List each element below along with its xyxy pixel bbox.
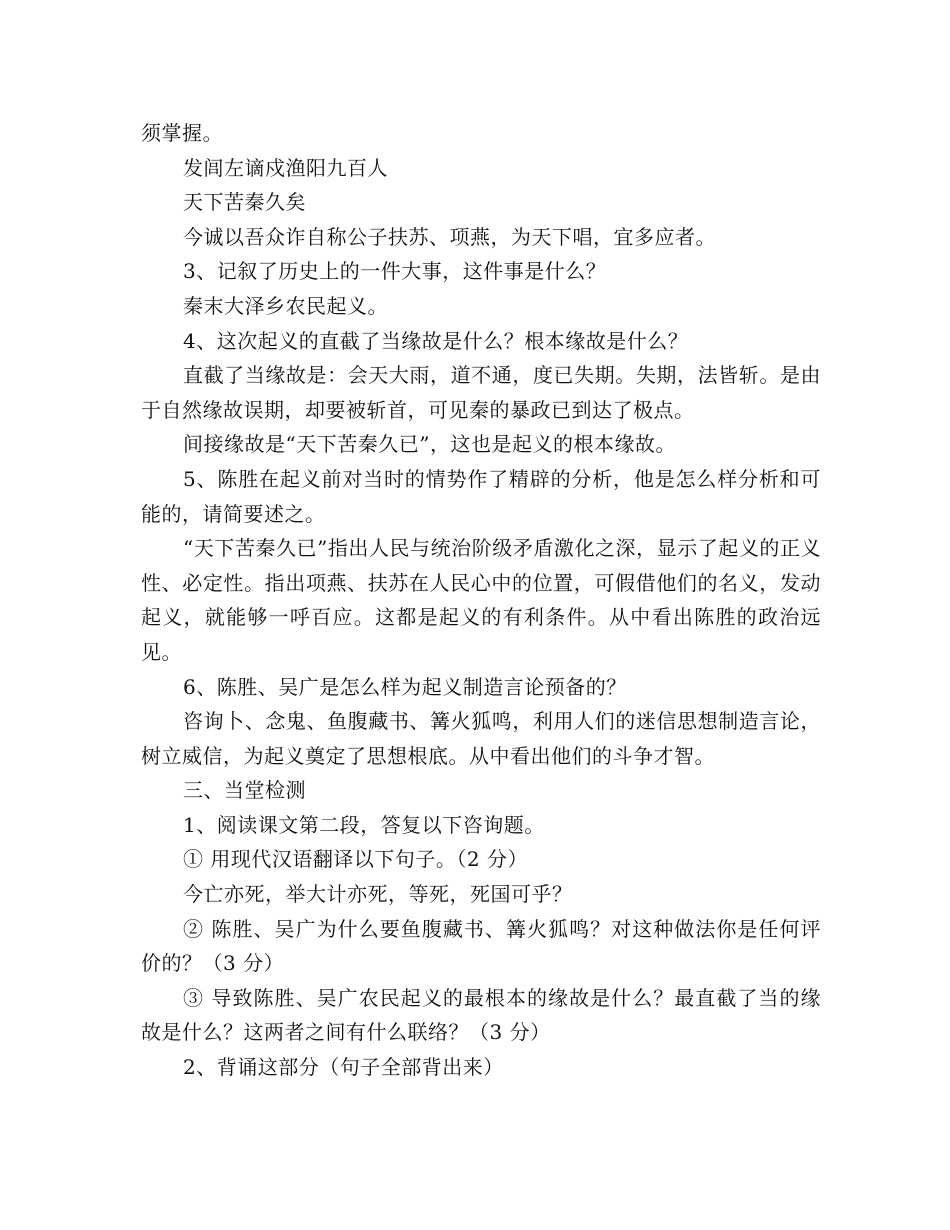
exercise-subitem: ③ 导致陈胜、吴广农民起义的最根本的缘故是什么？最直截了当的缘故是什么？这两者之间有什么联络？（3 分） — [141, 985, 821, 1045]
answer-paragraph: 秦末大泽乡农民起义。 — [183, 293, 388, 318]
paragraph: 天下苦秦久矣 — [183, 190, 306, 215]
document-body — [141, 116, 821, 1085]
paragraph: 今诚以吾众诈自称公子扶苏、项燕，为天下唱，宜多应者。 — [183, 224, 716, 249]
paragraph: 须掌握。 — [141, 121, 223, 145]
question-heading: 6、陈胜、吴广是怎么样为起义制造言论预备的？ — [183, 674, 627, 699]
question-heading: 3、记叙了历史上的一件大事，这件事是什么？ — [183, 259, 607, 284]
question-heading: 5、陈胜在起义前对当时的情势作了精辟的分析，他是怎么样分析和可能的，请简要述之。 — [141, 466, 821, 526]
exercise-item: 1、阅读课文第二段，答复以下咨询题。 — [183, 812, 545, 837]
question-heading: 4、这次起义的直截了当缘故是什么？根本缘故是什么？ — [183, 328, 689, 353]
paragraph: 发闾左谪戍渔阳九百人 — [183, 155, 388, 180]
exercise-subitem: ① 用现代汉语翻译以下句子。（2 分） — [183, 847, 528, 872]
exercise-subitem: ② 陈胜、吴广为什么要鱼腹藏书、篝火狐鸣？对这种做法你是任何评价的？（3 分） — [141, 916, 821, 976]
exercise-sentence: 今亡亦死，举大计亦死，等死，死国可乎？ — [183, 882, 573, 907]
section-heading: 三、当堂检测 — [183, 778, 306, 803]
answer-paragraph: 咨询卜、念鬼、鱼腹藏书、篝火狐鸣，利用人们的迷信思想制造言论，树立威信，为起义奠定了思想根底。从中看出他们的斗争才智。 — [141, 709, 821, 768]
answer-paragraph: “天下苦秦久已”指出人民与统治阶级矛盾激化之深，显示了起义的正义性、必定性。指出项燕、扶苏在人民心中的位置，可假借他们的名义，发动起义，就能够一呼百应。这都是起义的有利条件。从中看出陈胜的政治远见。 — [141, 536, 821, 664]
exercise-item: 2、背诵这部分（句子全部背出来） — [183, 1055, 504, 1080]
answer-paragraph: 直截了当缘故是：会天大雨，道不通，度已失期。失期，法皆斩。是由于自然缘故误期，却要被斩首，可见秦的暴政已到达了极点。 — [141, 363, 821, 422]
answer-paragraph: 间接缘故是“天下苦秦久已”，这也是起义的根本缘故。 — [183, 432, 676, 457]
